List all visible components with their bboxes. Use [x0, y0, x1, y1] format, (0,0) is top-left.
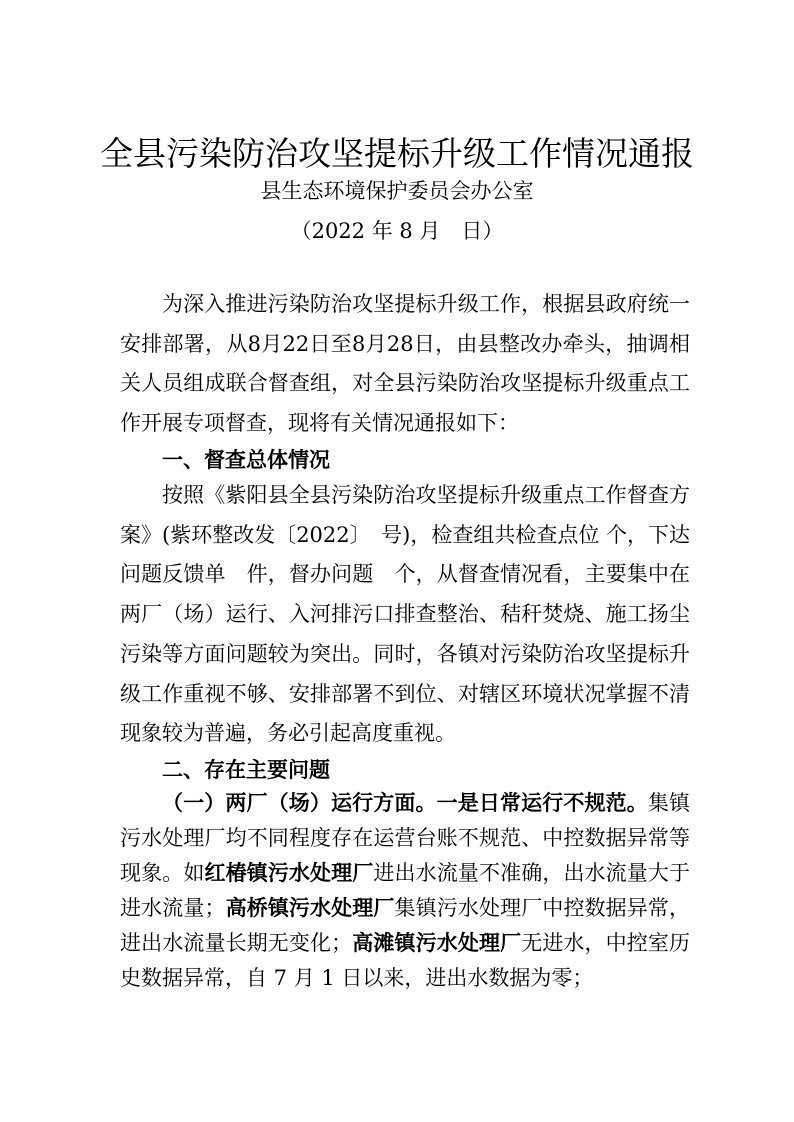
- issuer-line: 县生态环境保护委员会办公室: [260, 179, 534, 203]
- document-title: 全县污染防治攻坚提标升级工作情况通报: [100, 134, 694, 173]
- intro-paragraph: 为深入推进污染防治攻坚提标升级工作，根据县政府统一安排部署，从8月22日至8月28日，由县整改办牵头，抽调相关人员组成联合督查组，对全县污染防治攻坚提标升级重点工作开展专项督查，现将有关情况通报如下：: [120, 292, 690, 436]
- plant-name-hongchun: 红椿镇污水处理厂: [204, 861, 374, 885]
- plant-name-gaotan: 高滩镇污水处理厂: [352, 931, 522, 955]
- section2-paragraph: [120, 786, 690, 996]
- section1-body: 按照《紫阳县全县污染防治攻坚提标升级重点工作督查方案》(紫环整改发〔2022〕 号)，检查组共检查点位 个，下达问题反馈单 件，督办问题 个，从督查情况看，主要集中在两厂（场）运行、入河排污口排查整治、秸秆焚烧、施工扬尘污染等方面问题较为突出。同时，各镇对污染防治攻坚提标升级工作重视不够、安排部署不到位、对辖区环境状况掌握不清现象较为普遍，务必引起高度重视。: [120, 483, 691, 746]
- plant-name-gaoqiao: 高桥镇污水处理厂: [225, 896, 395, 920]
- section2-lead-bold: （一）两厂（场）运行方面。一是日常运行不规范。: [162, 791, 648, 815]
- section2-text-1: 集镇污水处理厂均不同程度存在运营台账不规范、中控数据异常等现象。如: [120, 791, 690, 885]
- section2-text-4: 无进水，中控室历史数据异常，自 7 月 1 日以来，进出水数据为零；: [120, 931, 691, 990]
- date-line: （2022 年 8 月 日）: [290, 219, 504, 243]
- section2-heading: 二、存在主要问题: [162, 758, 330, 782]
- section2-text-2: 进出水流量不准确，出水流量大于进水流量；: [120, 861, 691, 920]
- section1-heading: 一、督查总体情况: [162, 448, 330, 472]
- section2-text-3: 集镇污水处理厂中控数据异常，进出水流量长期无变化；: [120, 896, 691, 955]
